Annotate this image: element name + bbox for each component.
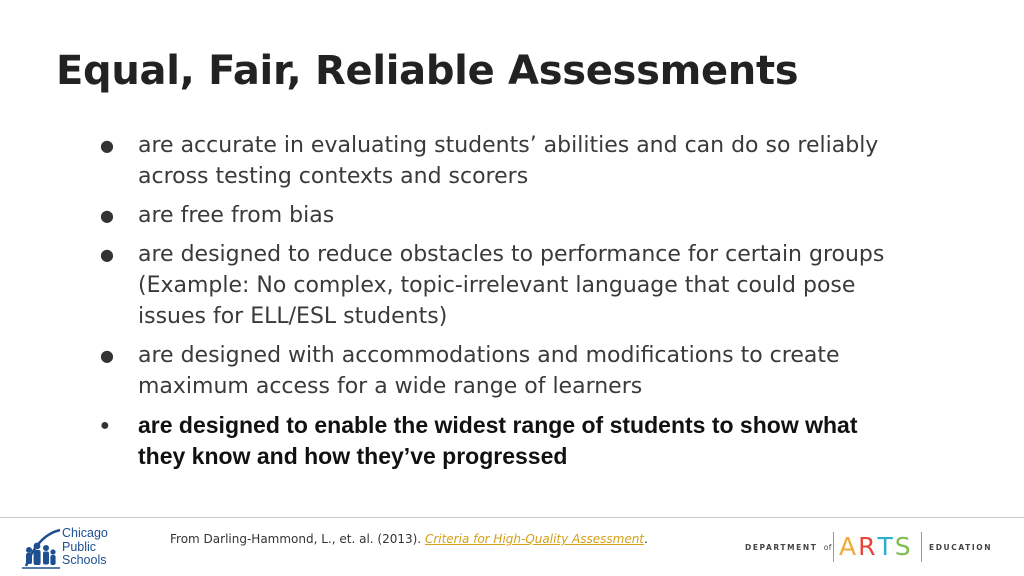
citation bbox=[170, 532, 648, 546]
dept-logo-letter: A bbox=[839, 532, 859, 561]
cps-logo-line: Chicago bbox=[62, 526, 108, 540]
bullet-item bbox=[100, 410, 900, 472]
bullet-dot-icon: ● bbox=[100, 206, 114, 225]
bullet-text: are designed with accommodations and modifications to create maximum access for a wide range of learners bbox=[138, 343, 840, 399]
cps-logo-line: Schools bbox=[62, 553, 107, 567]
chicago-public-schools-logo bbox=[20, 526, 130, 570]
cps-logo-line: Public bbox=[62, 539, 97, 554]
slide-title: Equal, Fair, Reliable Assessments bbox=[56, 48, 799, 94]
bullet-text: are designed to enable the widest range of students to show what they know and how they’ve progressed bbox=[138, 412, 858, 469]
dept-logo-education: EDUCATION bbox=[929, 543, 993, 552]
citation-link[interactable]: Criteria for High-Quality Assessment bbox=[424, 532, 645, 546]
citation-suffix: . bbox=[644, 532, 648, 546]
bullet-item bbox=[100, 239, 900, 332]
bullet-dot-icon: ● bbox=[100, 417, 110, 434]
people-silhouette-icon bbox=[20, 526, 62, 570]
dept-logo-arts bbox=[839, 530, 913, 564]
dept-logo-divider bbox=[833, 532, 834, 562]
footer-divider bbox=[0, 517, 1024, 518]
dept-logo-left-text bbox=[745, 543, 832, 552]
bullet-item bbox=[100, 200, 900, 231]
dept-logo-department: DEPARTMENT bbox=[745, 543, 818, 552]
bullet-dot-icon: ● bbox=[100, 245, 114, 264]
cps-logo-text bbox=[62, 527, 108, 568]
bullet-list bbox=[100, 130, 900, 480]
bullet-text: are designed to reduce obstacles to performance for certain groups (Example: No complex, topic-irrelevant language that could pose issues for ELL/ESL students) bbox=[138, 242, 885, 329]
dept-logo-of: of bbox=[823, 543, 832, 552]
department-of-arts-education-logo bbox=[745, 528, 1000, 566]
bullet-dot-icon: ● bbox=[100, 346, 114, 365]
dept-logo-divider bbox=[921, 532, 922, 562]
bullet-item bbox=[100, 340, 900, 402]
dept-logo-letter: S bbox=[894, 532, 913, 561]
bullet-item bbox=[100, 130, 900, 192]
citation-prefix: From Darling-Hammond, L., et. al. (2013). bbox=[170, 532, 425, 546]
bullet-text: are free from bias bbox=[138, 203, 335, 228]
bullet-dot-icon: ● bbox=[100, 136, 114, 155]
dept-logo-letter: R bbox=[858, 532, 878, 561]
dept-logo-letter: T bbox=[877, 532, 895, 561]
bullet-text: are accurate in evaluating students’ abilities and can do so reliably across testing contexts and scorers bbox=[138, 133, 879, 189]
